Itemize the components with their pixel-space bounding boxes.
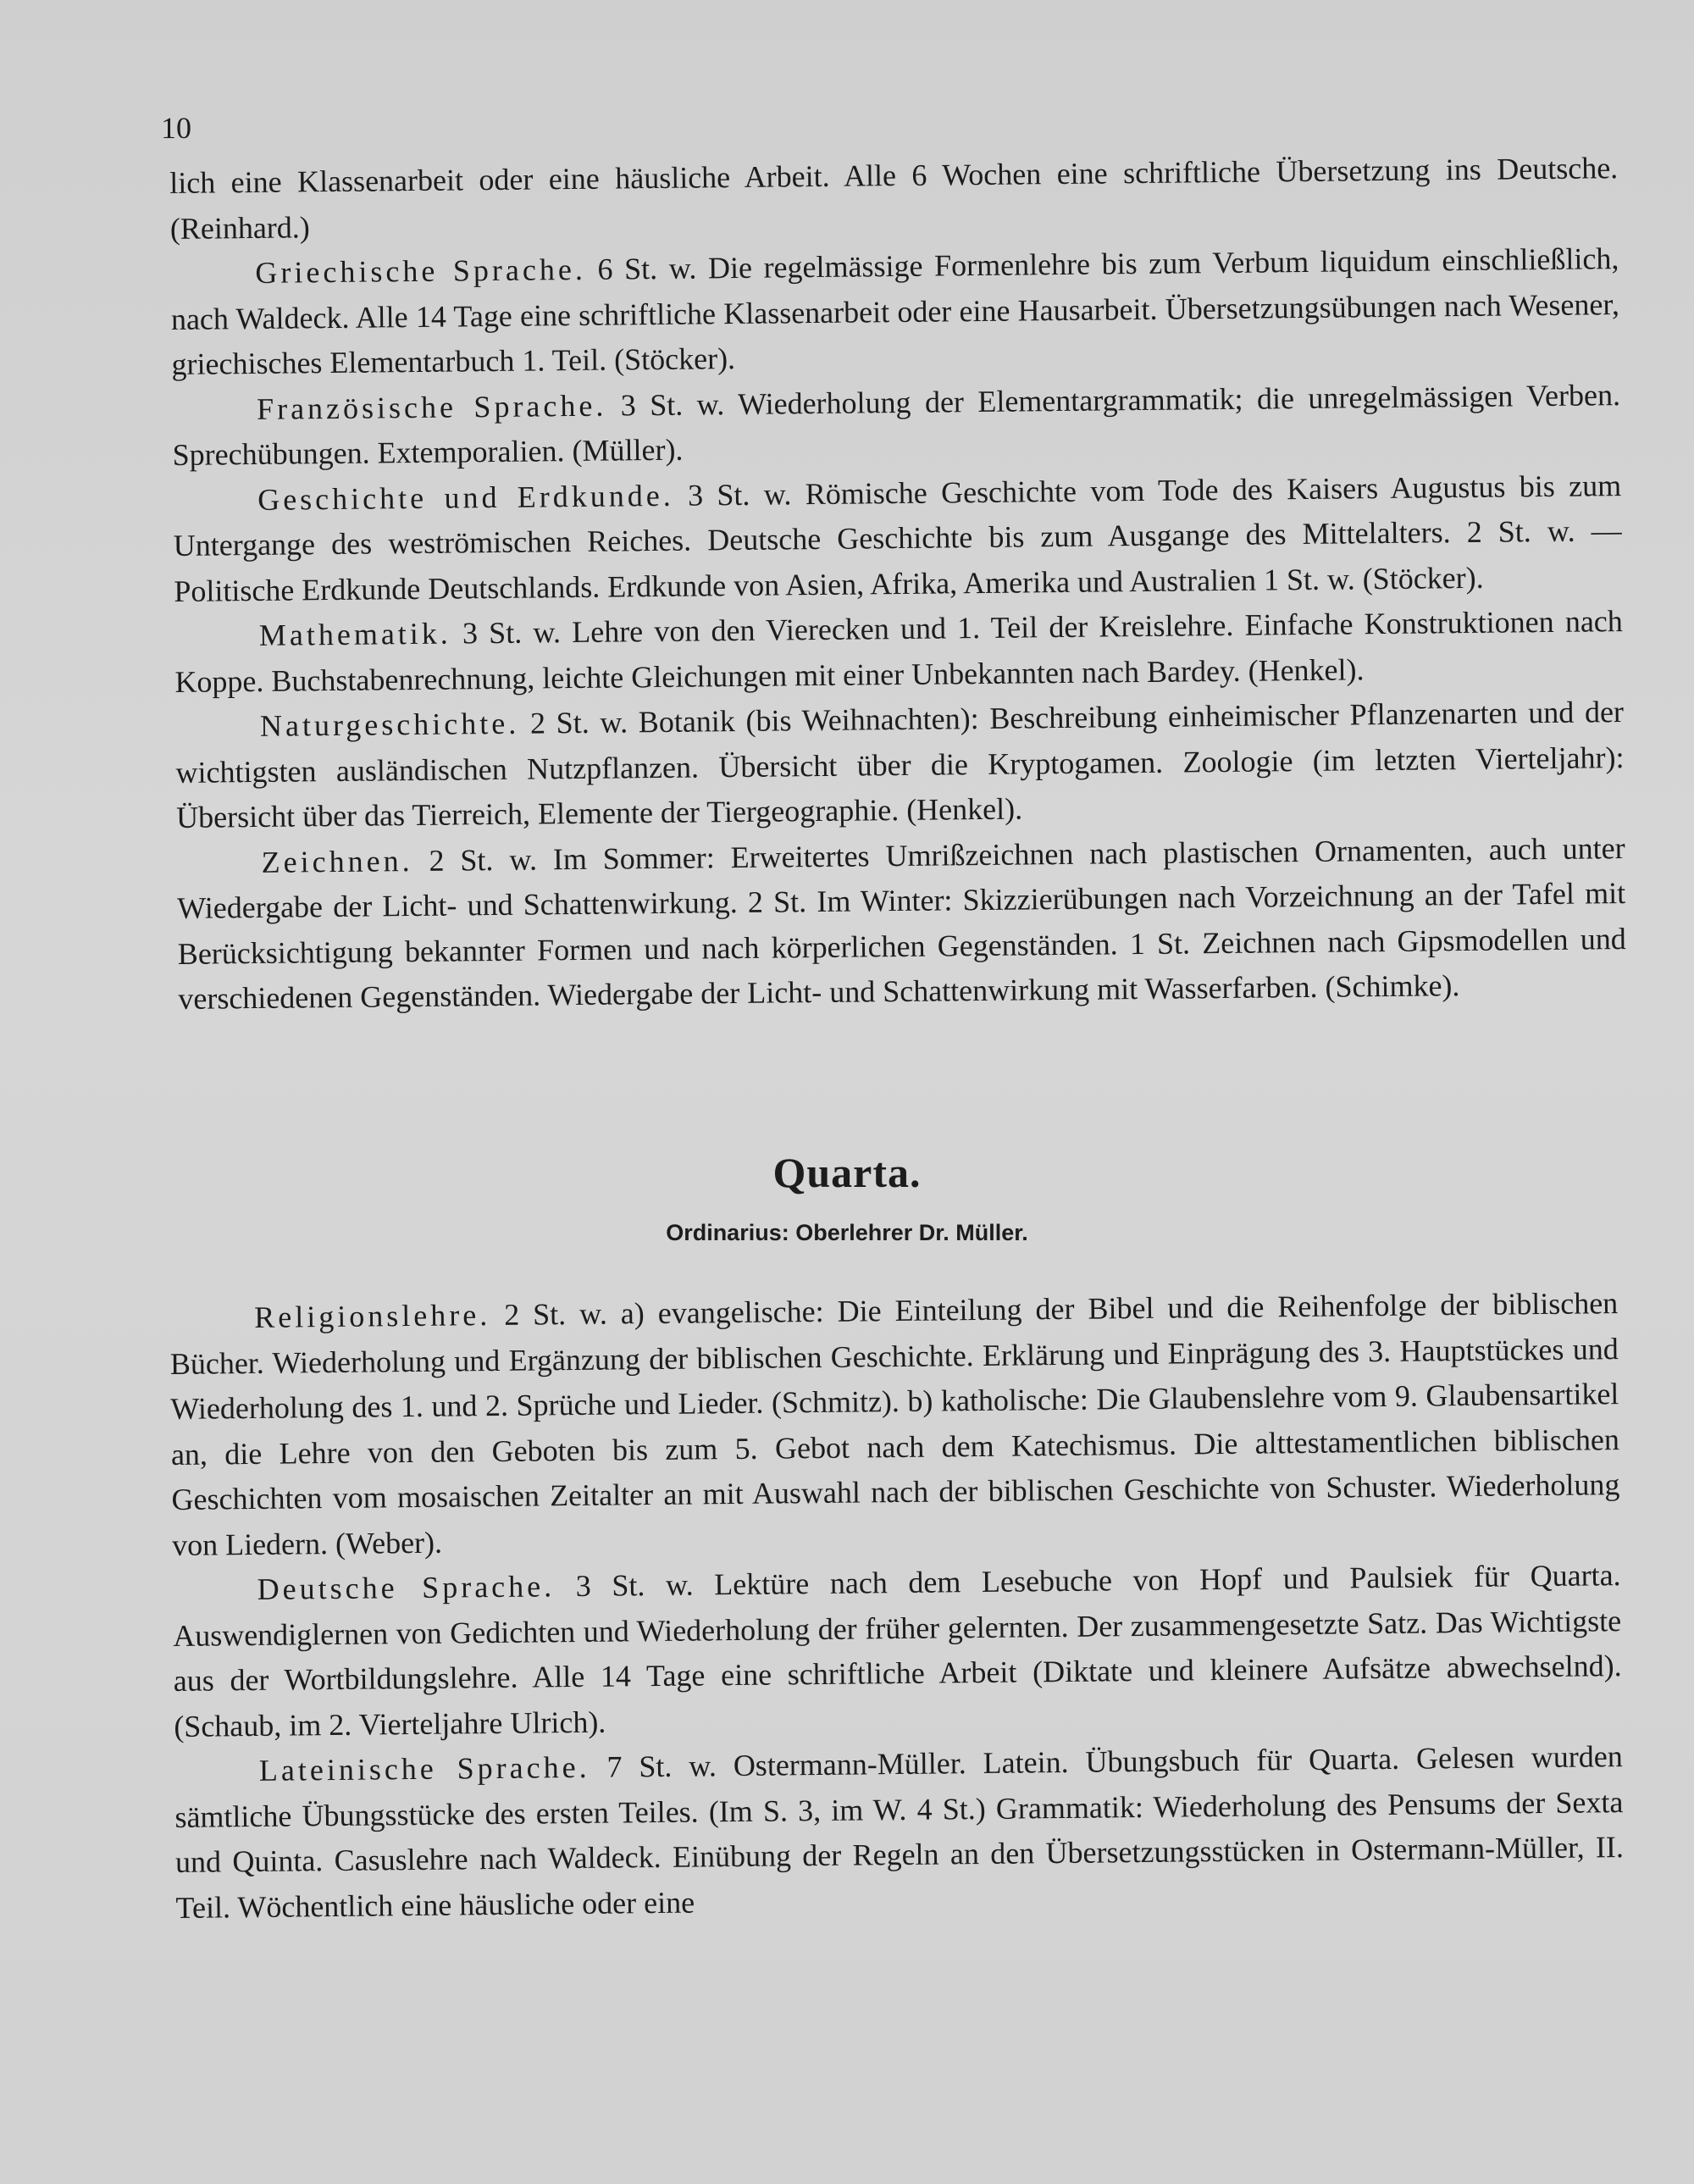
paragraph-geschichte <box>173 463 1623 614</box>
paragraph-text: 2 St. w. a) evangelische: Die Einteilung der Bibel und die Reihenfolge der biblischen Bücher. Wiederholung und Ergänzung der biblischen Geschichte. Erklärung und Einprägung des 3. Hauptstückes und Wiederholung des 1. und 2. Sprüche und Lieder. (Schmitz). b) katholische: Die Glaubenslehre vom 9. Glaubensartikel an, die Lehre von den Geboten bis zum 5. Gebot nach dem Katechismus. Die alttestamentlichen biblischen Geschichten vom mosaischen Zeitalter an mit Auswahl nach der biblischen Geschichte von Schuster. Wiederholung von Liedern. (Weber). <box>169 1286 1620 1562</box>
paragraph-text: 3 St. w. Lehre von den Vierecken und 1. Teil der Kreislehre. Einfache Konstruktionen nach Koppe. Buchstabenrechnung, leichte Gleichungen mit einer Unbekannten nach Bardey. (Henkel). <box>174 604 1623 699</box>
paragraph-continuation <box>169 146 1619 252</box>
paragraph-naturgeschichte <box>175 690 1625 840</box>
paragraph-latein <box>174 1734 1625 1931</box>
page-number: 10 <box>161 111 191 145</box>
paragraph-text: 2 St. w. Botanik (bis Weihnachten): Beschreibung einheimischer Pflanzenarten und der wichtigsten ausländischen Nutzpflanzen. Übersicht über die Kryptogamen. Zoologie (im letzten Vierteljahr): Übersicht über das Tierreich, Elemente der Tiergeographie. (Henkel). <box>175 695 1625 834</box>
paragraph-zeichnen <box>176 826 1626 1023</box>
paragraph-mathematik <box>174 599 1624 705</box>
subject-label: Mathematik. <box>258 616 452 652</box>
paragraph-text: 7 St. w. Ostermann-Müller. Latein. Übungsbuch für Quarta. Gelesen wurden sämtliche Übungsstücke des ersten Teiles. (Im S. 3, im W. 4 St.) Grammatik: Wiederholung des Pensums der Sexta und Quinta. Casuslehre nach Waldeck. Einübung der Regeln an den Übersetzungsstücken in Ostermann-Müller, II. Teil. Wöchentlich eine häusliche oder eine <box>174 1739 1625 1925</box>
paragraph-deutsch <box>172 1553 1622 1749</box>
subject-label: Geschichte und Erdkunde. <box>257 478 674 517</box>
paragraph-franzoesisch <box>172 373 1621 479</box>
text-block-lower <box>169 1281 1625 1931</box>
paragraph-text: 3 St. w. Lektüre nach dem Lesebuche von Hopf und Paulsiek für Quarta. Auswendiglernen von Gedichten und Wiederholung der früher gelernten. Der zusammengesetzte Satz. Das Wichtigste aus der Wortbildungslehre. Alle 14 Tage eine schriftliche Arbeit (Diktate und kleinere Aufsätze abwechselnd). (Schaub, im 2. Vierteljahre Ulrich). <box>172 1558 1622 1743</box>
subject-label: Deutsche Sprache. <box>257 1569 556 1606</box>
subject-label: Französische Sprache. <box>256 388 607 426</box>
paragraph-text: 6 St. w. Die regelmässige Formenlehre bis zum Verbum liquidum einschließlich, nach Waldeck. Alle 14 Tage eine schriftliche Klassenarbeit oder eine Hausarbeit. Übersetzungsübungen nach Wesener, griechisches Elementarbuch 1. Teil. (Stöcker). <box>170 241 1620 381</box>
paragraph-griechisch <box>170 236 1620 387</box>
subject-label: Religionslehre. <box>254 1298 491 1334</box>
paragraph-text: lich eine Klassenarbeit oder eine häusliche Arbeit. Alle 6 Wochen eine schriftliche Übersetzung ins Deutsche. (Reinhard.) <box>169 151 1619 246</box>
subject-label: Naturgeschichte. <box>259 706 520 743</box>
paragraph-text: 3 St. w. Wiederholung der Elementargrammatik; die unregelmässigen Verben. Sprechübungen. Extemporalien. (Müller). <box>172 377 1621 472</box>
paragraph-religion <box>169 1281 1620 1568</box>
section-heading: Quarta. <box>772 1149 922 1196</box>
paragraph-text: 2 St. w. Im Sommer: Erweitertes Umrißzeichnen nach plastischen Ornamenten, auch unter Wiedergabe der Licht- und Schattenwirkung. 2 St. Im Winter: Skizzierübungen nach Vorzeichnung an der Tafel mit Berücksichtigung bekannter Formen und nach körperlichen Gegenständen. 1 St. Zeichnen nach Gipsmodellen und verschiedenen Gegenständen. Wiedergabe der Licht- und Schattenwirkung mit Wasserfarben. (Schimke). <box>177 830 1626 1016</box>
paragraph-text: 3 St. w. Römische Geschichte vom Tode des Kaisers Augustus bis zum Untergange des weströmischen Reiches. Deutsche Geschichte bis zum Ausgange des Mittelalters. 2 St. w. — Politische Erdkunde Deutschlands. Erdkunde von Asien, Afrika, Amerika und Australien 1 St. w. (Stöcker). <box>173 468 1622 608</box>
subject-label: Griechische Sprache. <box>255 252 587 290</box>
subject-label: Lateinische Sprache. <box>258 1749 590 1788</box>
subject-label: Zeichnen. <box>261 843 413 879</box>
text-block-upper <box>169 146 1627 1022</box>
ordinarius-line: Ordinarius: Oberlehrer Dr. Müller. <box>666 1220 1028 1245</box>
